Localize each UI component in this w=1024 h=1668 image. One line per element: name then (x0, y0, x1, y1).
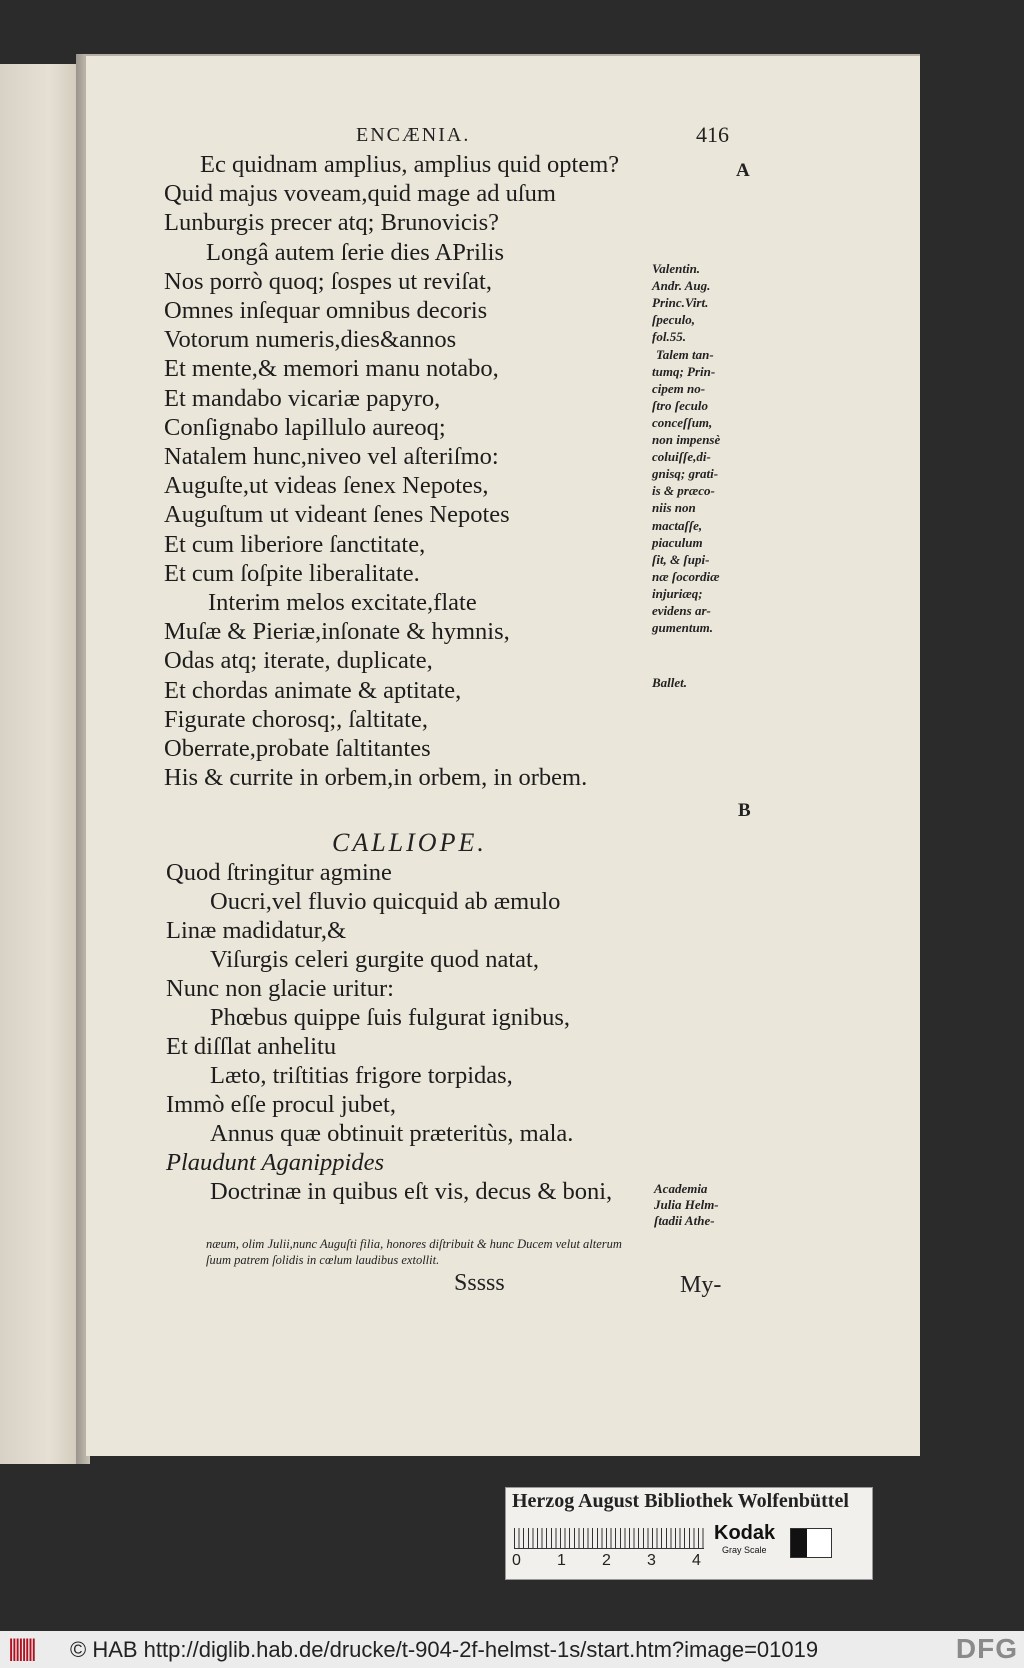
gloss-line: gnisq; grati- (652, 466, 719, 482)
verse1-line: Conſignabo lapillulo aureoq; (164, 413, 446, 441)
ruler-number: 4 (692, 1552, 701, 1569)
verse1-line: Et cum ſoſpite liberalitate. (164, 559, 420, 587)
footnote-line-1: næum, olim Julii,nunc Auguſti filia, honores diſtribuit & hunc Ducem velut alterum (206, 1237, 622, 1251)
facing-page-edge (0, 64, 82, 1464)
ruler-scale (514, 1528, 704, 1549)
verse1-line: Et mente,& memori manu notabo, (164, 355, 499, 383)
library-name: Herzog August Bibliothek Wolfenbüttel (512, 1490, 849, 1512)
verse1-line: Lunburgis precer atq; Brunovicis? (164, 209, 499, 237)
verse1-line: Nos porrò quoq; ſospes ut reviſat, (164, 267, 492, 295)
gloss-line: Valentin. (652, 261, 701, 276)
verse1-line: Votorum numeris,dies&annos (164, 326, 457, 354)
gloss-line: fol.55. (652, 329, 686, 345)
page-number: 416 (696, 122, 729, 147)
gloss-line: mactaſſe, (652, 517, 703, 533)
verse1-line: Odas atq; iterate, duplicate, (164, 647, 433, 675)
gloss-line: non impensè (652, 432, 721, 447)
verse2-line: Viſurgis celeri gurgite quod natat, (210, 946, 539, 973)
verse2-line: Plaudunt Aganippides (166, 1149, 384, 1176)
verse1-line: Et chordas animate & aptitate, (164, 676, 462, 704)
gloss-line: ſpeculo, (652, 312, 695, 328)
ruler-number: 1 (557, 1552, 566, 1569)
gloss-line: ſtro ſeculo (652, 397, 708, 413)
marginal-gloss-ballet: Ballet. (652, 675, 688, 690)
gloss-line: gumentum. (652, 620, 714, 636)
verse1-line: Auguſte,ut videas ſenex Nepotes, (164, 472, 489, 500)
footer-bar (0, 1631, 1024, 1668)
verse2-line: Læto, triſtitias frigore torpidas, (210, 1062, 513, 1089)
verse1-line: Longâ autem ſerie dies APrilis (206, 238, 505, 266)
verse1-line: Muſæ & Pieriæ,inſonate & hymnis, (164, 618, 510, 646)
gloss2-line: Julia Helm- (654, 1197, 719, 1212)
running-title: ENCÆNIA. (356, 124, 471, 146)
verse2-line: Phœbus quippe ſuis fulgurat ignibus, (210, 1004, 571, 1031)
gloss-line: cipem no- (652, 380, 706, 396)
gloss-line: Princ.Virt. (652, 295, 709, 311)
gloss-line: coluiſſe,di- (652, 449, 711, 465)
gloss-line: injuriæq; (652, 585, 703, 601)
gloss-line: næ ſocordiæ (652, 568, 720, 584)
ruler-number: 0 (512, 1552, 521, 1569)
margin-letter-b: B (738, 800, 751, 821)
margin-letter-a: A (736, 160, 750, 181)
color-ruler-card (505, 1487, 873, 1580)
footnote-line-2: ſuum patrem ſolidis in cœlum laudibus extollit. (206, 1253, 440, 1267)
kodak-logo: Kodak (714, 1522, 776, 1544)
gloss-line: evidens ar- (652, 603, 711, 618)
dfg-logo: DFG (955, 1633, 1018, 1664)
gloss-line: niis non (652, 500, 696, 516)
gloss2-line: ſtadii Athe- (654, 1213, 715, 1228)
gloss-line: Talem tan- (656, 346, 714, 362)
verse1-line: Omnes inſequar omnibus decoris (164, 297, 488, 324)
verse1-line: His & currite in orbem,in orbem, in orbem. (164, 764, 588, 792)
verse1-line: Natalem hunc,niveo vel aſteriſmo: (164, 443, 499, 470)
ruler-number: 2 (602, 1552, 611, 1569)
verse1-line: Figurate chorosq;, ſaltitate, (164, 705, 428, 733)
verse1-line: Auguſtum ut videant ſenes Nepotes (164, 501, 510, 529)
verse1-line: Oberrate,probate ſaltitantes (164, 735, 431, 762)
verse1-line: Ec quidnam amplius, amplius quid optem? (200, 151, 620, 178)
verse2-line: Nunc non glacie uritur: (166, 975, 394, 1002)
verse1-line: Et mandabo vicariæ papyro, (164, 384, 441, 412)
signature-mark: Sssss (454, 1270, 505, 1296)
verse1-line: Interim melos excitate,flate (208, 589, 477, 616)
verse1-line: Et cum liberiore ſanctitate, (164, 530, 426, 558)
gloss-line: piaculum (652, 534, 703, 550)
verse2-line: Doctrinæ in quibus eſt vis, decus & boni, (210, 1178, 613, 1205)
gloss-line: Andr. Aug. (652, 278, 711, 294)
gloss-line: ſit, & ſupi- (652, 551, 710, 567)
verse2-line: Oucri,vel fluvio quicquid ab æmulo (210, 888, 561, 915)
gloss-line: tumq; Prin- (652, 363, 716, 379)
gloss2-line: Academia (654, 1181, 708, 1196)
verse2-line: Immò eſſe procul jubet, (166, 1091, 396, 1118)
gloss-line: conceſſum, (652, 414, 713, 430)
gloss-line: is & præco- (652, 483, 715, 499)
verse1-line: Quid majus voveam,quid mage ad uſum (164, 180, 556, 208)
gray-scale-label: Gray Scale (722, 1545, 767, 1555)
speaker-heading: CALLIOPE. (332, 828, 487, 857)
catchword: My- (680, 1272, 722, 1298)
ruler-number: 3 (647, 1552, 656, 1569)
verse2-line: Annus quæ obtinuit præteritùs, mala. (210, 1120, 574, 1147)
verse2-line: Et diſſlat anhelitu (166, 1033, 337, 1060)
book-page (84, 54, 920, 1456)
verse2-line: Linæ madidatur,& (166, 917, 347, 944)
hab-logo-icon: |||||||| (8, 1635, 34, 1662)
gray-scale-patch (790, 1528, 832, 1558)
footer-source-link[interactable]: © HAB http://diglib.hab.de/drucke/t-904-2f-helmst-1s/start.htm?image=01019 (70, 1637, 819, 1662)
verse2-line: Quod ſtringitur agmine (166, 859, 392, 886)
